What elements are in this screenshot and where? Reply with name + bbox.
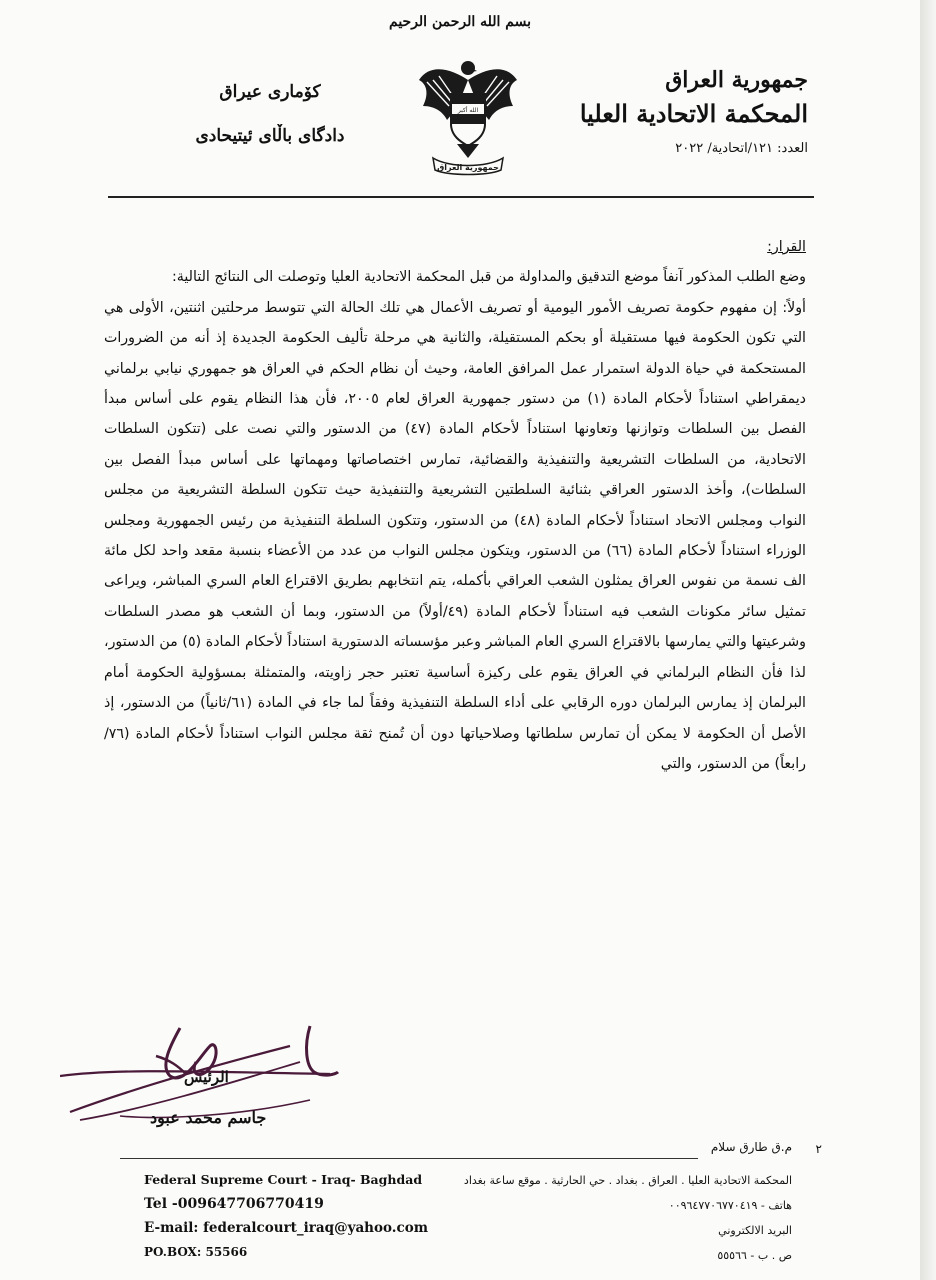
basmala: بسم الله الرحمن الرحيم xyxy=(389,14,531,30)
footer-email-en: E-mail: federalcourt_iraq@yahoo.com xyxy=(144,1220,428,1236)
iraq-eagle-emblem-icon xyxy=(413,50,523,178)
emblem-shield-text: الله أكبر xyxy=(457,107,479,114)
page-number: ٢ xyxy=(815,1142,822,1156)
page-edge-shadow xyxy=(920,0,936,1280)
footer-divider xyxy=(120,1158,698,1159)
decision-body xyxy=(104,232,806,779)
footer-phone-ar: هاتف - ٠٠٩٦٤٧٧٠٦٧٧٠٤١٩ xyxy=(668,1199,792,1212)
court-title-ar: المحكمة الاتحادية العليا xyxy=(579,99,808,128)
footer-court-en: Federal Supreme Court - Iraq- Baghdad xyxy=(144,1172,423,1187)
paragraph-first: أولاً: إن مفهوم حكومة تصريف الأمور اليومية أو تصريف الأعمال هي تلك الحالة التي تتوسط مرحلتين اثنتين، الأولى هي التي تكون الحكومة فيها مستقيلة أو بحكم المستقيلة، والثانية هي مرحلة تأليف الحكومة الجديدة إذ أنه من الضرورات المستحكمة في حياة الدولة استمرار عمل المرافق العامة، وحيث أن نظام الحكم في العراق هو جمهوري نيابي برلماني ديمقراطي استناداً لأحكام المادة (١) من دستور جمهورية العراق لعام ٢٠٠٥، فأن هذا النظام يقوم على أساس مبدأ الفصل بين السلطات وتوازنها وتعاونها استناداً لأحكام المادة (٤٧) من الدستور والتي نصت على (تتكون السلطات الاتحادية، من السلطات التشريعية والتنفيذية والقضائية، تمارس اختصاصاتها ومهماتها على أساس مبدأ الفصل بين السلطات)، وأخذ الدستور العراقي بثنائية السلطتين التشريعية والتنفيذية حيث تتكون السلطة التشريعية من مجلس النواب ومجلس الاتحاد استناداً لأحكام المادة (٤٨) من الدستور، وتتكون السلطة التنفيذية من رئيس الجمهورية ومجلس الوزراء استناداً لأحكام المادة (٦٦) من الدستور، ويتكون مجلس النواب من عدد من الأعضاء بنسبة مقعد واحد لكل مائة الف نسمة من نفوس العراق يمثلون الشعب العراقي بأكمله، يتم انتخابهم بطريق الاقتراع العام السري المباشر، ويراعى تمثيل سائر مكونات الشعب فيه استناداً لأحكام المادة (٤٩/أولاً) من الدستور، وبما أن الشعب هو مصدر السلطات وشرعيتها والتي يمارسها بالاقتراع السري العام المباشر وعبر مؤسساته الدستورية استناداً لأحكام المادة (٥) من الدستور، لذا فأن النظام البرلماني في العراق يقوم على ركيزة أساسية تعتبر حجر زاويته، والمتمثلة بمسؤولية الحكومة أمام البرلمان إذ يمارس البرلمان دوره الرقابي على أداء السلطة التنفيذية وفقاً لما جاء في المادة (٦١/ثانياً) من الدستور، إذ الأصل أن الحكومة لا يمكن أن تمارس سلطاتها وصلاحياتها دون أن تُمنح ثقة مجلس النواب استناداً لأحكام المادة (٧٦/ رابعاً) من الدستور، والتي xyxy=(104,299,807,772)
header-divider xyxy=(108,196,814,198)
footer-phone-en: Tel -009647706770419 xyxy=(144,1196,324,1212)
footer-arabic xyxy=(432,1168,792,1268)
signatory-name: جاسم محمد عبود xyxy=(150,1108,267,1127)
footer-email-label-ar: البريد الالكتروني xyxy=(718,1224,792,1237)
signatory-title: الرئيس xyxy=(184,1068,229,1086)
header-kurdish xyxy=(160,70,380,158)
country-title-ku: كۆماری عیراق xyxy=(219,82,321,102)
decision-heading: القرار: xyxy=(767,239,806,255)
footer-pobox-ar: ص . ب - ٥٥٥٦٦ xyxy=(717,1249,792,1262)
footer-english xyxy=(144,1168,464,1264)
reference-number: العدد: ١٢١/اتحادية/ ٢٠٢٢ xyxy=(675,141,808,156)
country-title-ar: جمهورية العراق xyxy=(665,67,808,93)
footer-address-ar: المحكمة الاتحادية العليا . العراق . بغداد . حي الحارثية . موقع ساعة بغداد xyxy=(463,1174,792,1187)
footer-pobox-en: PO.BOX: 55566 xyxy=(144,1245,248,1259)
emblem-scroll-text: جمهورية العراق xyxy=(437,163,499,172)
paragraph-intro: وضع الطلب المذكور آنفاً موضع التدقيق والمداولة من قبل المحكمة الاتحادية العليا وتوصلت الى النتائج التالية: xyxy=(172,269,806,286)
copy-note: م.ق طارق سلام xyxy=(710,1140,792,1154)
court-title-ku: دادگای باڵای ئیتیحادی xyxy=(195,126,345,146)
header-arabic xyxy=(548,64,808,160)
